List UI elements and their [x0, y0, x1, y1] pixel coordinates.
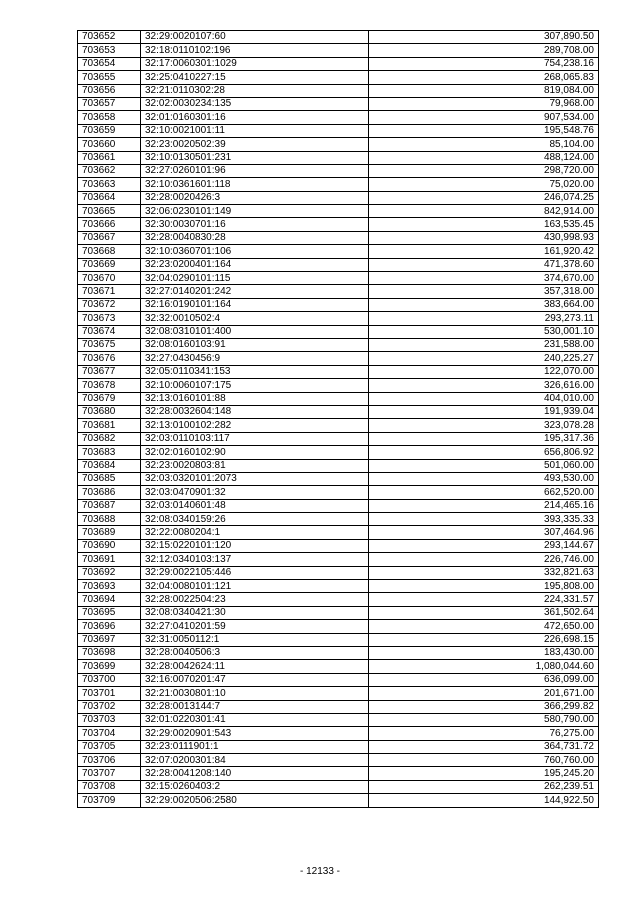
cadastral-number-cell: 32:17:0060301:1029	[141, 57, 369, 70]
table-row	[78, 780, 599, 793]
cadastral-number-cell: 32:18:0110102:196	[141, 44, 369, 57]
table-row	[78, 138, 599, 151]
amount-cell: 262,239.51	[369, 780, 599, 793]
cadastral-number-cell: 32:08:0310101:400	[141, 325, 369, 338]
table-row	[78, 191, 599, 204]
record-id-cell: 703687	[78, 499, 141, 512]
table-row	[78, 740, 599, 753]
cadastral-number-cell: 32:29:0022105:446	[141, 566, 369, 579]
record-id-cell: 703671	[78, 285, 141, 298]
cadastral-number-cell: 32:21:0030801:10	[141, 687, 369, 700]
cadastral-number-cell: 32:28:0042624:11	[141, 660, 369, 673]
table-row	[78, 365, 599, 378]
table-row	[78, 84, 599, 97]
cadastral-number-cell: 32:27:0430456:9	[141, 352, 369, 365]
cadastral-number-cell: 32:03:0110103:117	[141, 432, 369, 445]
table-row	[78, 754, 599, 767]
record-id-cell: 703696	[78, 620, 141, 633]
table-row	[78, 419, 599, 432]
table-row	[78, 164, 599, 177]
amount-cell: 201,671.00	[369, 687, 599, 700]
amount-cell: 393,335.33	[369, 513, 599, 526]
table-row	[78, 486, 599, 499]
cadastral-number-cell: 32:29:0020107:60	[141, 31, 369, 44]
record-id-cell: 703678	[78, 379, 141, 392]
amount-cell: 636,099.00	[369, 673, 599, 686]
cadastral-number-cell: 32:21:0110302:28	[141, 84, 369, 97]
table-row	[78, 646, 599, 659]
table-row	[78, 539, 599, 552]
record-id-cell: 703663	[78, 178, 141, 191]
cadastral-number-cell: 32:03:0320101:2073	[141, 472, 369, 485]
record-id-cell: 703706	[78, 754, 141, 767]
amount-cell: 471,378.60	[369, 258, 599, 271]
amount-cell: 323,078.28	[369, 419, 599, 432]
table-row	[78, 446, 599, 459]
cadastral-number-cell: 32:13:0100102:282	[141, 419, 369, 432]
amount-cell: 79,968.00	[369, 97, 599, 110]
record-id-cell: 703652	[78, 31, 141, 44]
table-row	[78, 620, 599, 633]
table-row	[78, 633, 599, 646]
record-id-cell: 703698	[78, 646, 141, 659]
record-id-cell: 703701	[78, 687, 141, 700]
table-row	[78, 205, 599, 218]
amount-cell: 430,998.93	[369, 231, 599, 244]
amount-cell: 1,080,044.60	[369, 660, 599, 673]
cadastral-number-cell: 32:28:0032604:148	[141, 405, 369, 418]
table-row	[78, 44, 599, 57]
record-id-cell: 703695	[78, 606, 141, 619]
record-id-cell: 703689	[78, 526, 141, 539]
amount-cell: 85,104.00	[369, 138, 599, 151]
amount-cell: 163,535.45	[369, 218, 599, 231]
record-id-cell: 703664	[78, 191, 141, 204]
amount-cell: 357,318.00	[369, 285, 599, 298]
record-id-cell: 703703	[78, 713, 141, 726]
table-row	[78, 71, 599, 84]
cadastral-number-cell: 32:08:0160103:91	[141, 338, 369, 351]
cadastral-number-cell: 32:28:0022504:23	[141, 593, 369, 606]
amount-cell: 144,922.50	[369, 794, 599, 807]
record-id-cell: 703680	[78, 405, 141, 418]
amount-cell: 307,890.50	[369, 31, 599, 44]
table-row	[78, 231, 599, 244]
cadastral-number-cell: 32:05:0110341:153	[141, 365, 369, 378]
cadastral-number-cell: 32:10:0360701:106	[141, 245, 369, 258]
amount-cell: 754,238.16	[369, 57, 599, 70]
table-row	[78, 352, 599, 365]
cadastral-number-cell: 32:02:0030234:135	[141, 97, 369, 110]
table-row	[78, 151, 599, 164]
cadastral-number-cell: 32:10:0021001:11	[141, 124, 369, 137]
page-number: - 12133 -	[299, 866, 341, 877]
record-id-cell: 703693	[78, 580, 141, 593]
cadastral-number-cell: 32:13:0160101:88	[141, 392, 369, 405]
amount-cell: 268,065.83	[369, 71, 599, 84]
cadastral-number-cell: 32:23:0200401:164	[141, 258, 369, 271]
cadastral-number-cell: 32:23:0111901:1	[141, 740, 369, 753]
record-id-cell: 703673	[78, 312, 141, 325]
record-id-cell: 703653	[78, 44, 141, 57]
cadastral-number-cell: 32:23:0020502:39	[141, 138, 369, 151]
cadastral-number-cell: 32:27:0140201:242	[141, 285, 369, 298]
table-row	[78, 553, 599, 566]
cadastral-number-cell: 32:08:0340159:26	[141, 513, 369, 526]
record-id-cell: 703677	[78, 365, 141, 378]
table-row	[78, 767, 599, 780]
table-row	[78, 794, 599, 807]
amount-cell: 361,502.64	[369, 606, 599, 619]
record-id-cell: 703697	[78, 633, 141, 646]
amount-cell: 530,001.10	[369, 325, 599, 338]
cadastral-number-cell: 32:27:0410201:59	[141, 620, 369, 633]
amount-cell: 231,588.00	[369, 338, 599, 351]
cadastral-number-cell: 32:04:0290101:115	[141, 272, 369, 285]
amount-cell: 226,698.15	[369, 633, 599, 646]
amount-cell: 240,225.27	[369, 352, 599, 365]
amount-cell: 289,708.00	[369, 44, 599, 57]
table-row	[78, 325, 599, 338]
amount-cell: 307,464.96	[369, 526, 599, 539]
amount-cell: 161,920.42	[369, 245, 599, 258]
cadastral-number-cell: 32:10:0130501:231	[141, 151, 369, 164]
table-row	[78, 727, 599, 740]
cadastral-number-cell: 32:15:0260403:2	[141, 780, 369, 793]
record-id-cell: 703669	[78, 258, 141, 271]
table-row	[78, 593, 599, 606]
table-row	[78, 566, 599, 579]
cadastral-number-cell: 32:15:0220101:120	[141, 539, 369, 552]
record-id-cell: 703682	[78, 432, 141, 445]
record-id-cell: 703657	[78, 97, 141, 110]
cadastral-number-cell: 32:12:0340103:137	[141, 553, 369, 566]
table-row	[78, 124, 599, 137]
cadastral-number-cell: 32:30:0030701:16	[141, 218, 369, 231]
amount-cell: 366,299.82	[369, 700, 599, 713]
cadastral-number-cell: 32:25:0410227:15	[141, 71, 369, 84]
record-id-cell: 703654	[78, 57, 141, 70]
cadastral-number-cell: 32:04:0080101:121	[141, 580, 369, 593]
amount-cell: 656,806.92	[369, 446, 599, 459]
table-row	[78, 298, 599, 311]
record-id-cell: 703666	[78, 218, 141, 231]
cadastral-number-cell: 32:28:0040830:28	[141, 231, 369, 244]
record-id-cell: 703708	[78, 780, 141, 793]
record-id-cell: 703688	[78, 513, 141, 526]
cadastral-number-cell: 32:31:0050112:1	[141, 633, 369, 646]
amount-cell: 195,317.36	[369, 432, 599, 445]
amount-cell: 383,664.00	[369, 298, 599, 311]
table-row	[78, 258, 599, 271]
table-row	[78, 660, 599, 673]
record-id-cell: 703655	[78, 71, 141, 84]
record-id-cell: 703702	[78, 700, 141, 713]
table-row	[78, 97, 599, 110]
records-body	[78, 31, 599, 808]
table-row	[78, 673, 599, 686]
table-row	[78, 526, 599, 539]
amount-cell: 224,331.57	[369, 593, 599, 606]
record-id-cell: 703662	[78, 164, 141, 177]
amount-cell: 501,060.00	[369, 459, 599, 472]
table-row	[78, 687, 599, 700]
cadastral-number-cell: 32:22:0080204:1	[141, 526, 369, 539]
cadastral-number-cell: 32:28:0020426:3	[141, 191, 369, 204]
amount-cell: 819,084.00	[369, 84, 599, 97]
record-id-cell: 703675	[78, 338, 141, 351]
amount-cell: 842,914.00	[369, 205, 599, 218]
cadastral-number-cell: 32:01:0220301:41	[141, 713, 369, 726]
amount-cell: 662,520.00	[369, 486, 599, 499]
record-id-cell: 703661	[78, 151, 141, 164]
table-row	[78, 405, 599, 418]
table-row	[78, 499, 599, 512]
table-row	[78, 392, 599, 405]
table-row	[78, 178, 599, 191]
cadastral-number-cell: 32:28:0040506:3	[141, 646, 369, 659]
amount-cell: 76,275.00	[369, 727, 599, 740]
amount-cell: 122,070.00	[369, 365, 599, 378]
amount-cell: 195,245.20	[369, 767, 599, 780]
table-row	[78, 513, 599, 526]
amount-cell: 298,720.00	[369, 164, 599, 177]
record-id-cell: 703672	[78, 298, 141, 311]
record-id-cell: 703700	[78, 673, 141, 686]
table-row	[78, 57, 599, 70]
table-row	[78, 111, 599, 124]
amount-cell: 488,124.00	[369, 151, 599, 164]
record-id-cell: 703705	[78, 740, 141, 753]
cadastral-number-cell: 32:01:0160301:16	[141, 111, 369, 124]
cadastral-number-cell: 32:28:0013144:7	[141, 700, 369, 713]
record-id-cell: 703659	[78, 124, 141, 137]
cadastral-number-cell: 32:10:0060107:175	[141, 379, 369, 392]
records-table	[77, 30, 599, 808]
record-id-cell: 703670	[78, 272, 141, 285]
record-id-cell: 703656	[78, 84, 141, 97]
table-row	[78, 606, 599, 619]
record-id-cell: 703683	[78, 446, 141, 459]
table-row	[78, 580, 599, 593]
table-row	[78, 432, 599, 445]
record-id-cell: 703665	[78, 205, 141, 218]
record-id-cell: 703704	[78, 727, 141, 740]
record-id-cell: 703674	[78, 325, 141, 338]
cadastral-number-cell: 32:32:0010502:4	[141, 312, 369, 325]
record-id-cell: 703685	[78, 472, 141, 485]
table-row	[78, 285, 599, 298]
amount-cell: 191,939.04	[369, 405, 599, 418]
record-id-cell: 703676	[78, 352, 141, 365]
record-id-cell: 703692	[78, 566, 141, 579]
record-id-cell: 703658	[78, 111, 141, 124]
table-row	[78, 245, 599, 258]
amount-cell: 293,144.67	[369, 539, 599, 552]
amount-cell: 907,534.00	[369, 111, 599, 124]
cadastral-number-cell: 32:02:0160102:90	[141, 446, 369, 459]
amount-cell: 364,731.72	[369, 740, 599, 753]
record-id-cell: 703690	[78, 539, 141, 552]
table-row	[78, 31, 599, 44]
cadastral-number-cell: 32:07:0200301:84	[141, 754, 369, 767]
record-id-cell: 703679	[78, 392, 141, 405]
amount-cell: 472,650.00	[369, 620, 599, 633]
table-row	[78, 700, 599, 713]
amount-cell: 214,465.16	[369, 499, 599, 512]
amount-cell: 374,670.00	[369, 272, 599, 285]
cadastral-number-cell: 32:29:0020506:2580	[141, 794, 369, 807]
amount-cell: 195,808.00	[369, 580, 599, 593]
amount-cell: 246,074.25	[369, 191, 599, 204]
cadastral-number-cell: 32:16:0070201:47	[141, 673, 369, 686]
record-id-cell: 703684	[78, 459, 141, 472]
table-row	[78, 472, 599, 485]
record-id-cell: 703709	[78, 794, 141, 807]
amount-cell: 195,548.76	[369, 124, 599, 137]
record-id-cell: 703660	[78, 138, 141, 151]
table-row	[78, 312, 599, 325]
amount-cell: 293,273.11	[369, 312, 599, 325]
table-row	[78, 713, 599, 726]
amount-cell: 226,746.00	[369, 553, 599, 566]
cadastral-number-cell: 32:29:0020901:543	[141, 727, 369, 740]
record-id-cell: 703667	[78, 231, 141, 244]
amount-cell: 493,530.00	[369, 472, 599, 485]
cadastral-number-cell: 32:10:0361601:118	[141, 178, 369, 191]
amount-cell: 760,760.00	[369, 754, 599, 767]
amount-cell: 404,010.00	[369, 392, 599, 405]
table-row	[78, 338, 599, 351]
cadastral-number-cell: 32:28:0041208:140	[141, 767, 369, 780]
record-id-cell: 703668	[78, 245, 141, 258]
cadastral-number-cell: 32:23:0020803:81	[141, 459, 369, 472]
record-id-cell: 703707	[78, 767, 141, 780]
table-row	[78, 218, 599, 231]
table-row	[78, 272, 599, 285]
record-id-cell: 703681	[78, 419, 141, 432]
cadastral-number-cell: 32:06:0230101:149	[141, 205, 369, 218]
record-id-cell: 703686	[78, 486, 141, 499]
record-id-cell: 703691	[78, 553, 141, 566]
cadastral-number-cell: 32:03:0140601:48	[141, 499, 369, 512]
record-id-cell: 703694	[78, 593, 141, 606]
cadastral-number-cell: 32:08:0340421:30	[141, 606, 369, 619]
amount-cell: 75,020.00	[369, 178, 599, 191]
cadastral-number-cell: 32:03:0470901:32	[141, 486, 369, 499]
cadastral-number-cell: 32:16:0190101:164	[141, 298, 369, 311]
amount-cell: 183,430.00	[369, 646, 599, 659]
amount-cell: 332,821.63	[369, 566, 599, 579]
table-row	[78, 379, 599, 392]
amount-cell: 580,790.00	[369, 713, 599, 726]
amount-cell: 326,616.00	[369, 379, 599, 392]
record-id-cell: 703699	[78, 660, 141, 673]
cadastral-number-cell: 32:27:0260101:96	[141, 164, 369, 177]
table-row	[78, 459, 599, 472]
